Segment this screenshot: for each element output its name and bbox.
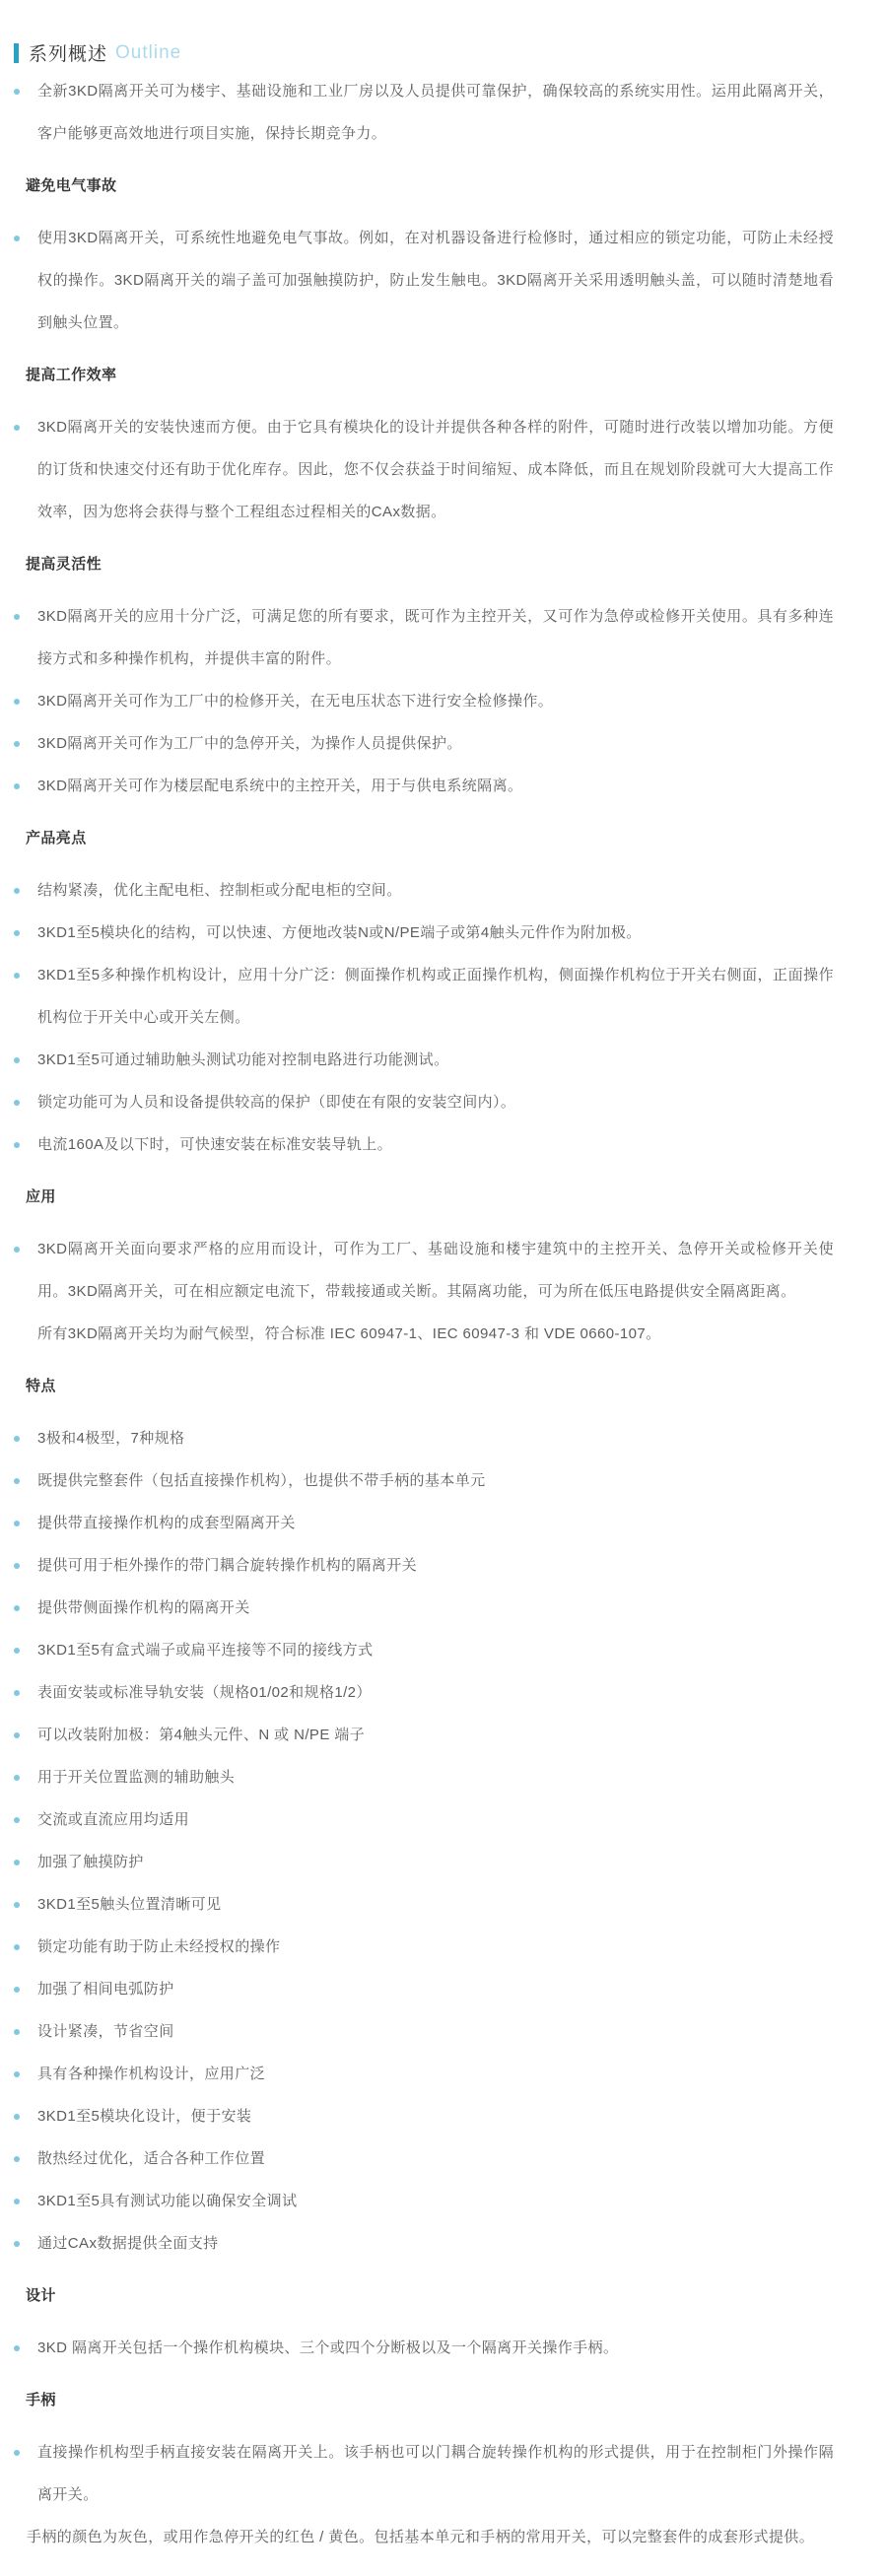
section-heading: 避免电气事故 <box>26 177 117 194</box>
bullet-dot-icon <box>14 2199 20 2204</box>
bullet-dot-icon <box>14 1247 20 1253</box>
list-item <box>0 2053 887 2095</box>
bullet-dot-icon <box>14 1775 20 1781</box>
list-item-text: 通过CAx数据提供全面支持 <box>37 2235 219 2252</box>
bullet-dot-icon <box>14 2071 20 2077</box>
bullet-dot-icon <box>14 425 20 431</box>
list-item <box>0 722 887 765</box>
list-item <box>0 1417 887 1459</box>
list-item <box>0 1502 887 1544</box>
bullet-list <box>0 70 887 155</box>
list-item-text: 提供带直接操作机构的成套型隔离开关 <box>37 1515 296 1531</box>
list-item-text: 用于开关位置监测的辅助触头 <box>37 1769 236 1786</box>
list-item-text: 3KD1至5具有测试功能以确保安全调试 <box>37 2193 298 2209</box>
bullet-dot-icon <box>14 2345 20 2351</box>
bullet-dot-icon <box>14 699 20 705</box>
bullet-dot-icon <box>14 1521 20 1526</box>
list-item-text: 3KD隔离开关面向要求严格的应用而设计，可作为工厂、基础设施和楼宇建筑中的主控开关、急停开关或检修开关使用。3KD隔离开关，可在相应额定电流下，带载接通或关断。其隔离功能，可为所在低压电路提供安全隔离距离。 <box>37 1241 834 1300</box>
bullet-dot-icon <box>14 2450 20 2456</box>
section-note: 手柄的颜色为灰色，或用作急停开关的红色 / 黄色。包括基本单元和手柄的常用开关，可以完整套件的成套形式提供。 <box>27 2529 815 2545</box>
list-item-text: 3KD隔离开关可作为工厂中的检修开关，在无电压状态下进行安全检修操作。 <box>37 693 554 710</box>
list-item-text: 结构紧凑，优化主配电柜、控制柜或分配电柜的空间。 <box>37 882 402 899</box>
list-item-text: 电流160A及以下时，可快速安装在标准安装导轨上。 <box>37 1136 393 1153</box>
list-item <box>0 1841 887 1883</box>
list-item <box>0 2431 887 2516</box>
bullet-dot-icon <box>14 783 20 789</box>
list-item-text: 3KD隔离开关的安装快速而方便。由于它具有模块化的设计并提供各种各样的附件，可随时进行改装以增加功能。方便的订货和快速交付还有助于优化库存。因此，您不仅会获益于时间缩短、成本降低，而且在规划阶段就可大大提高工作效率，因为您将会获得与整个工程组态过程相关的CAx数据。 <box>37 419 834 520</box>
list-item <box>0 2327 887 2369</box>
bullet-dot-icon <box>14 1860 20 1865</box>
bullet-dot-icon <box>14 614 20 620</box>
list-item-text: 散热经过优化，适合各种工作位置 <box>37 2150 266 2167</box>
list-item-text: 3KD隔离开关的应用十分广泛，可满足您的所有要求，既可作为主控开关，又可作为急停或检修开关使用。具有多种连接方式和多种操作机构，并提供丰富的附件。 <box>37 608 834 667</box>
list-item <box>0 912 887 954</box>
section-heading: 产品亮点 <box>26 830 87 847</box>
list-item-text: 使用3KD隔离开关，可系统性地避免电气事故。例如，在对机器设备进行检修时，通过相应的锁定功能，可防止未经授权的操作。3KD隔离开关的端子盖可加强触摸防护，防止发生触电。3KD隔离开关采用透明触头盖，可以随时清楚地看到触头位置。 <box>37 230 834 331</box>
list-item <box>0 1671 887 1714</box>
bullet-dot-icon <box>14 2114 20 2120</box>
list-item-text: 锁定功能可为人员和设备提供较高的保护（即使在有限的安装空间内）。 <box>37 1094 516 1111</box>
bullet-dot-icon <box>14 1057 20 1063</box>
bullet-list <box>0 1417 887 2265</box>
bullet-dot-icon <box>14 741 20 747</box>
section-heading: 提高灵活性 <box>26 556 102 573</box>
bullet-dot-icon <box>14 1944 20 1950</box>
bullet-list <box>0 869 887 1166</box>
bullet-list <box>0 2431 887 2516</box>
list-item-text: 直接操作机构型手柄直接安装在隔离开关上。该手柄也可以门耦合旋转操作机构的形式提供，用于在控制柜门外操作隔离开关。 <box>37 2444 834 2503</box>
list-item-text: 提供可用于柜外操作的带门耦合旋转操作机构的隔离开关 <box>37 1557 418 1574</box>
list-item-text: 3KD1至5有盒式端子或扁平连接等不同的接线方式 <box>37 1642 374 1659</box>
bullet-list <box>0 217 887 344</box>
list-item-text: 交流或直流应用均适用 <box>37 1811 190 1828</box>
list-item <box>0 2222 887 2265</box>
bullet-dot-icon <box>14 1817 20 1823</box>
list-item-text: 3KD1至5触头位置清晰可见 <box>37 1896 222 1913</box>
bullet-dot-icon <box>14 236 20 241</box>
bullet-dot-icon <box>14 1690 20 1696</box>
list-item <box>0 2010 887 2053</box>
list-item <box>0 1629 887 1671</box>
bullet-dot-icon <box>14 1563 20 1569</box>
list-item-text: 既提供完整套件（包括直接操作机构），也提供不带手柄的基本单元 <box>37 1472 486 1489</box>
content-area <box>0 70 887 2576</box>
title-accent-bar-icon <box>14 43 19 63</box>
list-item <box>0 1228 887 1355</box>
bullet-list <box>0 595 887 807</box>
list-item <box>0 1756 887 1798</box>
bullet-dot-icon <box>14 2156 20 2162</box>
list-item-text: 3KD1至5模块化设计，便于安装 <box>37 2108 252 2125</box>
list-item <box>0 1459 887 1502</box>
page-title-en: Outline <box>115 41 182 63</box>
bullet-dot-icon <box>14 1732 20 1738</box>
list-item <box>0 1123 887 1166</box>
page-title: 系列概述 <box>29 44 108 65</box>
list-item <box>0 1968 887 2010</box>
list-item <box>0 595 887 680</box>
list-item <box>0 765 887 807</box>
section-heading: 应用 <box>26 1188 56 1205</box>
bullet-dot-icon <box>14 1436 20 1442</box>
list-item <box>0 1544 887 1587</box>
bullet-dot-icon <box>14 973 20 979</box>
bullet-dot-icon <box>14 1605 20 1611</box>
list-item <box>0 2095 887 2137</box>
list-item <box>0 1714 887 1756</box>
list-item-text: 加强了触摸防护 <box>37 1854 144 1870</box>
bullet-dot-icon <box>14 2241 20 2247</box>
bullet-dot-icon <box>14 1100 20 1106</box>
list-item-text: 设计紧凑，节省空间 <box>37 2023 174 2040</box>
bullet-dot-icon <box>14 89 20 95</box>
list-item <box>0 1587 887 1629</box>
bullet-dot-icon <box>14 1902 20 1908</box>
list-item-text: 提供带侧面操作机构的隔离开关 <box>37 1599 250 1616</box>
list-item <box>0 406 887 533</box>
list-item-text: 加强了相间电弧防护 <box>37 1981 174 1998</box>
list-item <box>0 1883 887 1926</box>
list-item <box>0 1039 887 1081</box>
section-heading: 手柄 <box>26 2392 56 2408</box>
bullet-dot-icon <box>14 888 20 894</box>
list-item <box>0 954 887 1039</box>
bullet-dot-icon <box>14 1648 20 1654</box>
section-heading: 特点 <box>26 1378 56 1394</box>
list-item-text: 3极和4极型，7种规格 <box>37 1430 185 1447</box>
section-heading: 设计 <box>26 2287 56 2304</box>
bullet-dot-icon <box>14 930 20 936</box>
bullet-dot-icon <box>14 1987 20 1993</box>
list-item <box>0 217 887 344</box>
list-item-text: 具有各种操作机构设计，应用广泛 <box>37 2066 266 2082</box>
list-item <box>0 1926 887 1968</box>
list-item-text: 3KD1至5多种操作机构设计，应用十分广泛：侧面操作机构或正面操作机构，侧面操作机构位于开关右侧面，正面操作机构位于开关中心或开关左侧。 <box>37 967 834 1026</box>
bullet-dot-icon <box>14 1142 20 1148</box>
list-item <box>0 680 887 722</box>
bullet-list <box>0 406 887 533</box>
list-item-text: 3KD隔离开关可作为楼层配电系统中的主控开关，用于与供电系统隔离。 <box>37 778 523 794</box>
list-item <box>0 2180 887 2222</box>
bullet-dot-icon <box>14 1478 20 1484</box>
bullet-dot-icon <box>14 2029 20 2035</box>
list-item <box>0 2137 887 2180</box>
bullet-list <box>0 1228 887 1355</box>
bullet-list <box>0 2327 887 2369</box>
section-heading: 提高工作效率 <box>26 367 117 383</box>
list-item-text: 3KD 隔离开关包括一个操作机构模块、三个或四个分断极以及一个隔离开关操作手柄。 <box>37 2339 619 2356</box>
list-item <box>0 1081 887 1123</box>
list-item-text: 3KD1至5可通过辅助触头测试功能对控制电路进行功能测试。 <box>37 1051 449 1068</box>
list-item-text: 3KD隔离开关可作为工厂中的急停开关，为操作人员提供保护。 <box>37 735 462 752</box>
list-item-text: 全新3KD隔离开关可为楼宇、基础设施和工业厂房以及人员提供可靠保护，确保较高的系统实用性。运用此隔离开关，客户能够更高效地进行项目实施，保持长期竞争力。 <box>37 83 834 142</box>
list-item <box>0 869 887 912</box>
list-item <box>0 1798 887 1841</box>
list-item-text: 表面安装或标准导轨安装（规格01/02和规格1/2） <box>37 1684 372 1701</box>
list-item-text: 3KD1至5模块化的结构，可以快速、方便地改装N或N/PE端子或第4触头元件作为附加极。 <box>37 924 642 941</box>
list-item-text: 可以改装附加极：第4触头元件、N 或 N/PE 端子 <box>37 1727 366 1743</box>
list-item <box>0 70 887 155</box>
list-item-text: 锁定功能有助于防止未经授权的操作 <box>37 1938 281 1955</box>
page-header <box>0 0 887 70</box>
list-item-subtext: 所有3KD隔离开关均为耐气候型，符合标准 IEC 60947-1、IEC 60947-3 和 VDE 0660-107。 <box>37 1325 661 1342</box>
